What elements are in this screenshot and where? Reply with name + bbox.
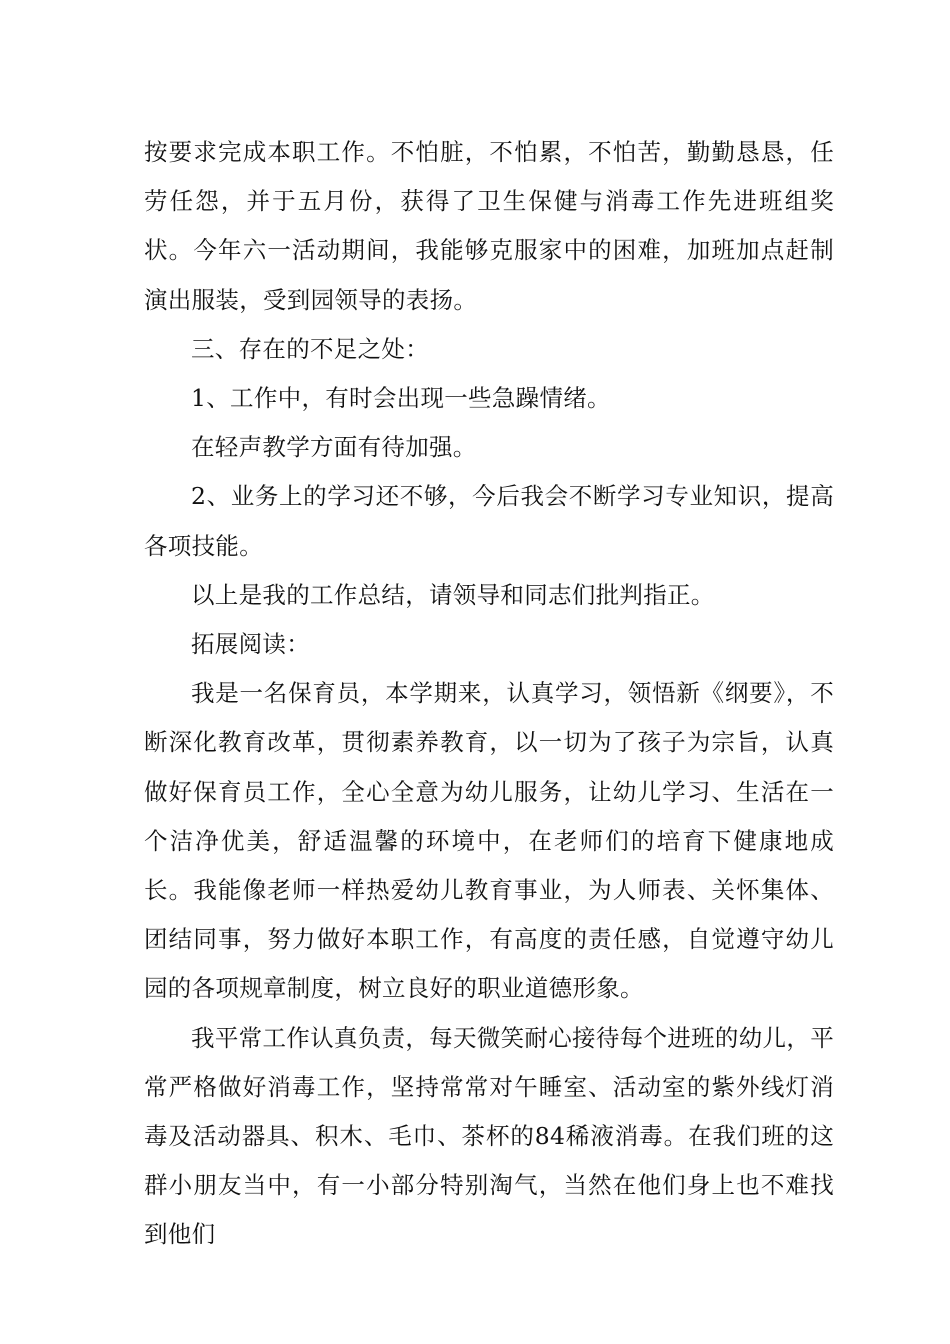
paragraph-item-1: 1、工作中，有时会出现一些急躁情绪。 [191,384,611,413]
paragraph-closing: 以上是我的工作总结，请领导和同志们批判指正。 [191,580,715,609]
section-heading-extended-reading: 拓展阅读： [191,630,310,659]
paragraph-item-1-detail: 在轻声教学方面有待加强。 [191,433,477,462]
paragraph-continuation: 按要求完成本职工作。不怕脏，不怕累，不怕苦，勤勤恳恳，任劳任怨，并于五月份，获得了卫生保健与消毒工作先进班组奖状。今年六一活动期间，我能够克服家中的困难，加班加点赶制演出服装，受到园领导的表扬。 [144,138,834,314]
section-heading-shortcomings: 三、存在的不足之处： [191,334,429,363]
paragraph-extended-1: 我是一名保育员，本学期来，认真学习，领悟新《纲要》，不断深化教育改革，贯彻素养教育，以一切为了孩子为宗旨，认真做好保育员工作，全心全意为幼儿服务，让幼儿学习、生活在一个洁净优美，舒适温馨的环境中，在老师们的培育下健康地成长。我能像老师一样热爱幼儿教育事业，为人师表、关怀集体、团结同事，努力做好本职工作，有高度的责任感，自觉遵守幼儿园的各项规章制度，树立良好的职业道德形象。 [144,679,834,1003]
paragraph-extended-2: 我平常工作认真负责，每天微笑耐心接待每个进班的幼儿，平常严格做好消毒工作，坚持常常对午睡室、活动室的紫外线灯消毒及活动器具、积木、毛巾、茶杯的84稀液消毒。在我们班的这群小朋友当中，有一小部分特别淘气，当然在他们身上也不难找到他们 [144,1023,834,1249]
paragraph-item-2: 2、业务上的学习还不够，今后我会不断学习专业知识，提高各项技能。 [144,482,834,560]
document-body [144,128,834,1260]
